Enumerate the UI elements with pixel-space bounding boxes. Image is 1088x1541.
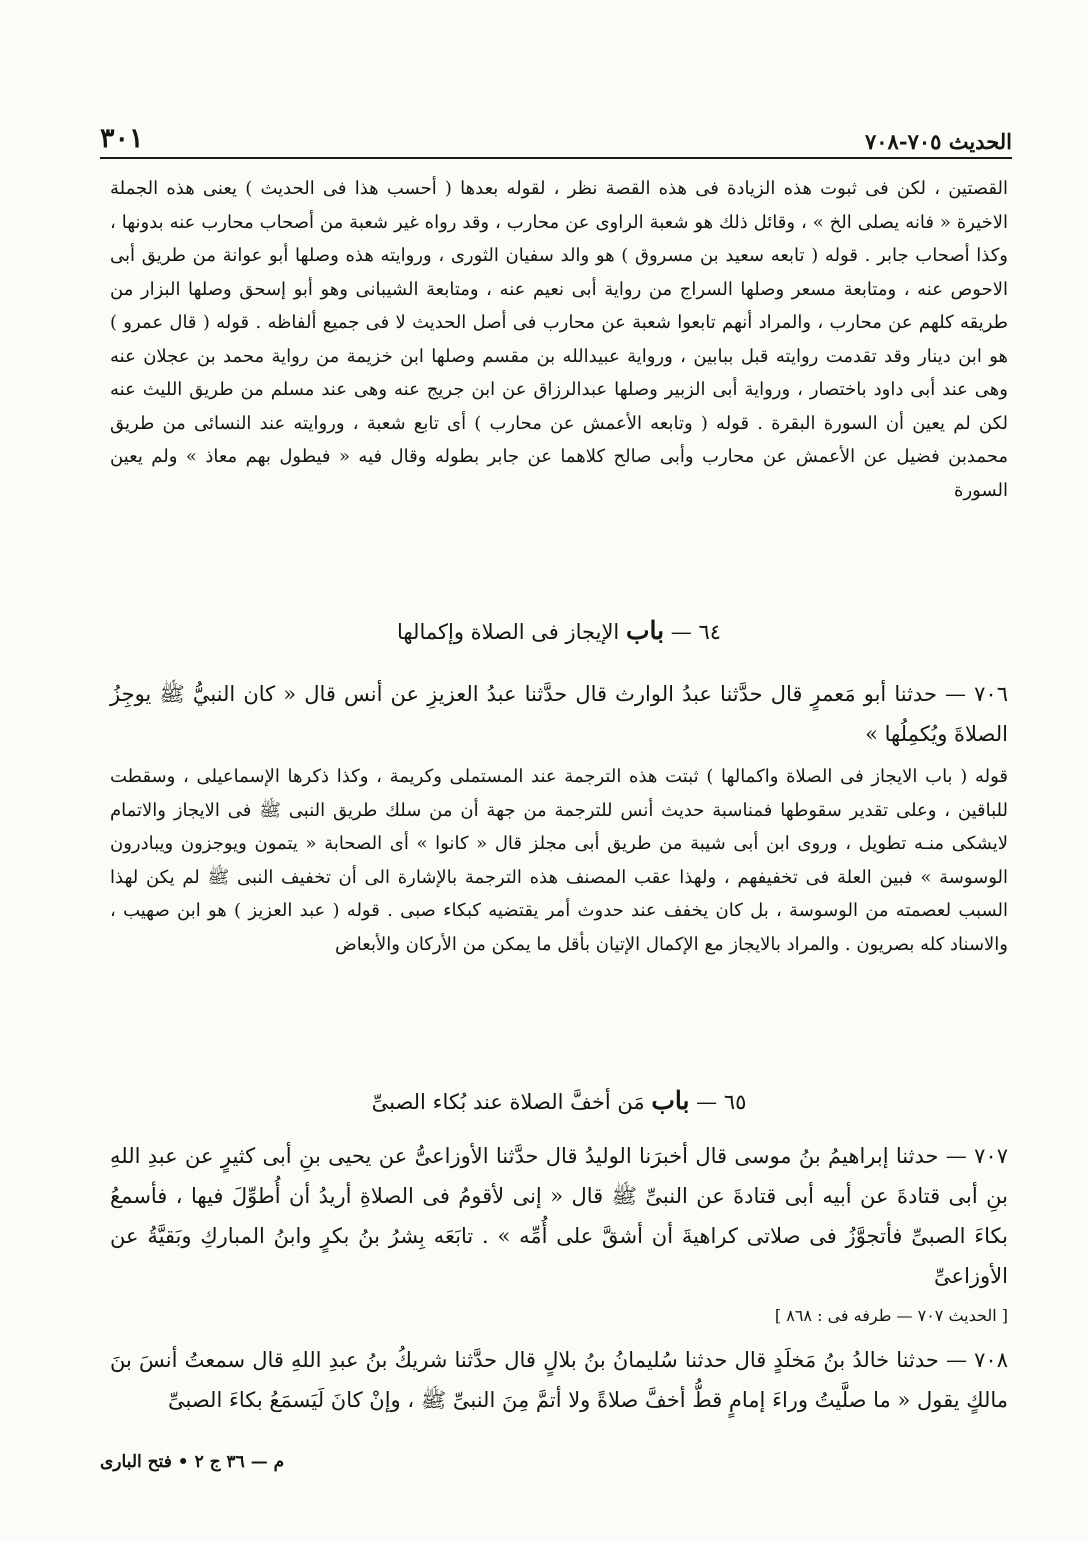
chapter-keyword: باب (625, 616, 665, 645)
chapter-title: الإيجاز فى الصلاة وإكمالها (396, 620, 620, 644)
commentary-block-2 (110, 760, 1008, 961)
commentary-paragraph: قوله ( باب الايجاز فى الصلاة واكمالها ) ثبتت هذه الترجمة عند المستملى وكريمة ، وكذا ذكرها الإسماعيلى ، وسقطت للباقين ، وعلى تقدير سقوطها فمناسبة حديث أنس للترجمة من جهة أن من سلك طريق النبى ﷺ فى الايجاز والاتمام لايشكى منـه تطويل ، وروى ابن أبى شيبة من طريق أبى مجلز قال « كانوا » أى الصحابة « يتمون ويوجزون ويبادرون الوسوسة » فبين العلة فى تخفيفهم ، ولهذا عقب المصنف هذه الترجمة بالإشارة الى أن تخفيف النبى ﷺ لم يكن لهذا السبب لعصمته من الوسوسة ، بل كان يخفف عند حدوث أمر يقتضيه كبكاء صبى . قوله ( عبد العزيز ) هو ابن صهيب ، والاسناد كله بصريون . والمراد بالايجاز مع الإكمال الإتيان بأقل ما يمكن من الأركان والأبعاض (110, 766, 1008, 955)
hadith-text: ٧٠٧ — حدثنا إبراهيمُ بنُ موسى قال أخبرَنا الوليدُ قال حدَّثنا الأوزاعىُّ عن يحيى بنِ أبى كثيرٍ عن عبدِ اللهِ بنِ أبى قتادةَ عن أبيه أبى قتادةَ عن النبىِّ ﷺ قال « إنى لأقومُ فى الصلاةِ أريدُ أن أُطوِّلَ فيها ، فأسمعُ بكاءَ الصبىِّ فأتجوَّزُ فى صلاتى كراهيةَ أن أشقَّ على أُمِّه » . تابَعَه بِشرُ بنُ بكرٍ وابنُ المباركِ وبَقيَّةُ عن الأوزاعىِّ (110, 1144, 1008, 1288)
page-header (100, 108, 1012, 154)
header-rule (100, 157, 1012, 159)
running-title: الحديث ٧٠٥-٧٠٨ (865, 129, 1012, 154)
page-footer-signature: م — ٣٦ ج ٢ • فتح البارى (100, 1452, 285, 1472)
hadith-707-reference (110, 1302, 1008, 1330)
cross-reference: [ الحديث ٧٠٧ — طرفه فى : ٨٦٨ ] (774, 1306, 1008, 1325)
hadith-text: ٧٠٦ — حدثنا أبو مَعمرٍ قال حدَّثنا عبدُ الوارث قال حدَّثنا عبدُ العزيزِ عن أنس قال « كان النبيُّ ﷺ يوجِزُ الصلاةَ ويُكمِلُها » (110, 682, 1008, 746)
chapter-number: ٦٤ — (670, 620, 722, 644)
hadith-708 (110, 1340, 1008, 1420)
commentary-paragraph: القصتين ، لكن فى ثبوت هذه الزيادة فى هذه القصة نظر ، لقوله بعدها ( أحسب هذا فى الحديث ) يعنى هذه الجملة الاخيرة « فانه يصلى الخ » ، وقائل ذلك هو شعبة الراوى عن محارب ، وقد رواه غير شعبة من أصحاب محارب عنه بدونها ، وكذا أصحاب جابر . قوله ( تابعه سعيد بن مسروق ) هو والد سفيان الثورى ، وروايته هذه وصلها أبو عوانة من طريق أبى الاحوص عنه ، ومتابعة مسعر وصلها السراج من رواية أبى نعيم عنه ، ومتابعة الشيبانى وهو أبو إسحق وصلها البزار من طريقه كلهم عن محارب ، والمراد أنهم تابعوا شعبة عن محارب فى أصل الحديث لا فى جميع ألفاظه . قوله ( قال عمرو ) هو ابن دينار وقد تقدمت روايته قبل ببابين ، ورواية عبيدالله بن مقسم وصلها ابن خزيمة من رواية محمد بن عجلان عنه وهى عند أبى داود باختصار ، ورواية أبى الزبير وصلها عبدالرزاق عن ابن جريج عنه وهى عند مسلم من طريق الليث عنه لكن لم يعين أن السورة البقرة . قوله ( وتابعه الأعمش عن محارب ) أى تابع شعبة ، وروايته عند النسائى من طريق محمدبن فضيل عن الأعمش عن محارب وأبى صالح كلاهما عن جابر بطوله وقال فيه « فيطول بهم معاذ » ولم يعين السورة (110, 178, 1008, 501)
chapter-title: مَن أخفَّ الصلاة عند بُكاء الصبىِّ (371, 1090, 645, 1114)
hadith-706 (110, 674, 1008, 754)
chapter-heading-64 (110, 614, 1008, 649)
page-number: ٣٠١ (100, 123, 144, 154)
commentary-block-1 (110, 172, 1008, 507)
chapter-number: ٦٥ — (696, 1090, 747, 1114)
hadith-text: ٧٠٨ — حدثنا خالدُ بنُ مَخلَدٍ قال حدثنا سُليمانُ بنُ بلالٍ قال حدَّثنا شريكُ بنُ عبدِ اللهِ قال سمعتُ أنسَ بنَ مالكٍ يقول « ما صلَّيتُ وراءَ إمامٍ قطُّ أخفَّ صلاةً ولا أتمَّ مِنَ النبىِّ ﷺ ، وإنْ كانَ لَيَسمَعُ بكاءَ الصبىِّ (110, 1348, 1008, 1412)
hadith-707 (110, 1136, 1008, 1296)
chapter-keyword: باب (651, 1086, 690, 1115)
chapter-heading-65 (110, 1084, 1008, 1119)
